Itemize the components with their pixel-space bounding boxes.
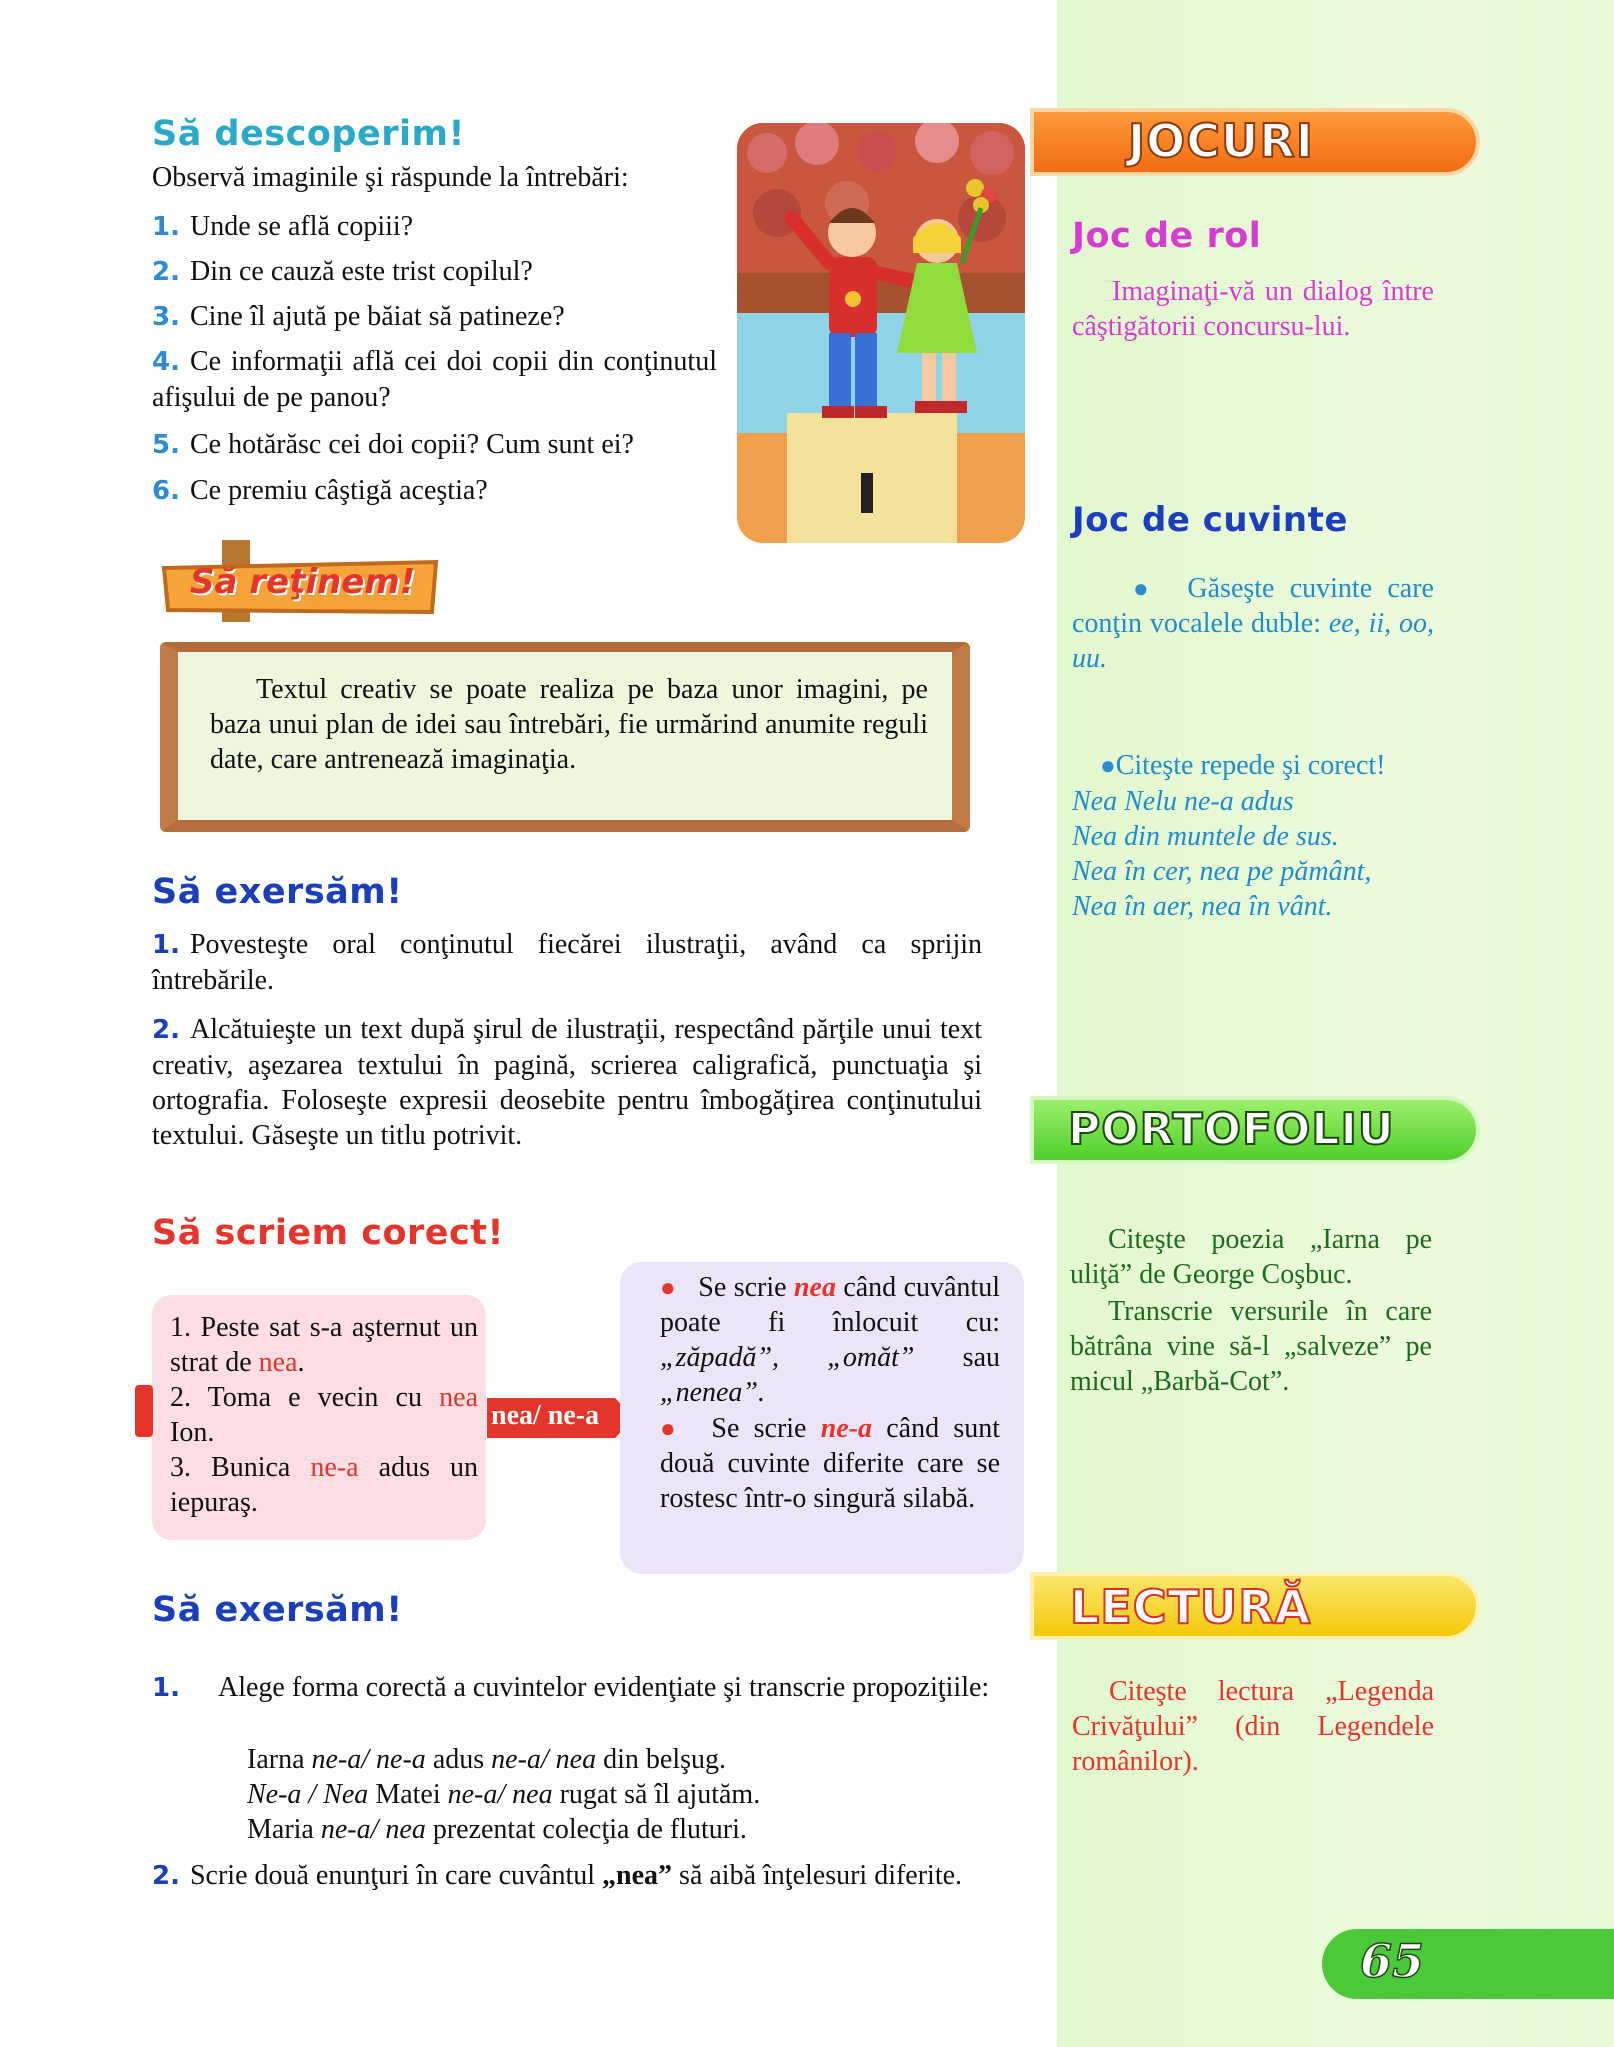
example-3: 3. Bunica xyxy=(170,1452,311,1483)
portfolio-text-2: Transcrie versurile în care bătrâna vine să-l „salveze” pe micul „Barbă-Cot”. xyxy=(1070,1296,1432,1397)
poem-line: Nea în cer, nea pe pământ, xyxy=(1072,856,1372,887)
exercise-item-1 xyxy=(152,927,982,998)
rule-1-text: Se scrie xyxy=(698,1272,794,1303)
poem-line: Nea din muntele de sus. xyxy=(1072,821,1339,852)
s-text: din belşug. xyxy=(596,1744,726,1775)
question-number: 1. xyxy=(152,212,180,242)
exercise-text: Scrie două enunţuri în care cuvântul xyxy=(189,1860,603,1891)
tab-marker xyxy=(135,1385,153,1437)
exercise-number: 1. xyxy=(152,1673,180,1703)
exercise-number: 2. xyxy=(152,1015,180,1045)
rule-2-text: Se scrie xyxy=(711,1413,821,1444)
s-choice: ne-a/ ne-a xyxy=(311,1744,426,1775)
nea-arrow-label: nea/ ne-a xyxy=(491,1400,600,1431)
poem-line: Nea Nelu ne-a adus xyxy=(1072,786,1294,817)
s-choice: Ne-a / Nea xyxy=(247,1779,369,1810)
role-game-text: Imaginaţi-vă un dialog între câştigătorii concursu-lui. xyxy=(1072,276,1434,342)
s-text: Matei xyxy=(368,1779,448,1810)
exercise-heading-2: Să exersăm! xyxy=(152,1590,403,1630)
role-game-heading: Joc de rol xyxy=(1072,216,1262,256)
example-2-end: Ion. xyxy=(170,1417,215,1448)
s-choice: ne-a/ nea xyxy=(447,1779,553,1810)
examples-text xyxy=(170,1310,478,1520)
exercise2-item-1 xyxy=(152,1670,1020,1706)
portfolio-text-1: Citeşte poezia „Iarna pe uliţă” de George Coşbuc. xyxy=(1070,1224,1432,1290)
exercise-text: Alege forma corectă a cuvintelor evidenţiate şi transcrie propoziţiile: xyxy=(217,1672,990,1703)
rule-2-keyword: ne-a xyxy=(820,1413,873,1444)
discover-intro: Observă imaginile şi răspunde la întrebări: xyxy=(152,162,629,193)
s-choice: ne-a/ nea xyxy=(320,1814,426,1845)
exercise-item-2 xyxy=(152,1012,982,1153)
reading-text: Citeşte lectura „Legenda Crivăţului” (din Legendele românilor). xyxy=(1072,1676,1434,1777)
question-number: 5. xyxy=(152,430,180,460)
word-game-heading: Joc de cuvinte xyxy=(1072,500,1348,540)
exercise2-item-2 xyxy=(152,1858,982,1894)
sentence-1 xyxy=(247,1742,726,1777)
question-text: Ce informaţii află cei doi copii din conţinutul afişului de pe panou? xyxy=(152,346,717,413)
s-text: Iarna xyxy=(247,1744,312,1775)
bullet-icon: ● xyxy=(660,1414,683,1443)
question-text: Ce hotărăsc cei doi copii? Cum sunt ei? xyxy=(189,429,634,460)
s-text: adus xyxy=(425,1744,492,1775)
example-3-end: adus un iepuraş. xyxy=(170,1452,479,1518)
skating-children-illustration xyxy=(737,123,1025,543)
rule-1-synonym-3: „nenea”. xyxy=(660,1377,765,1408)
question-6 xyxy=(152,473,488,509)
s-choice: ne-a/ nea xyxy=(491,1744,597,1775)
write-correct-heading: Să scriem corect! xyxy=(152,1213,504,1253)
read-instruction xyxy=(1072,748,1385,783)
question-5 xyxy=(152,427,634,463)
portofoliu-banner-label: PORTOFOLIU xyxy=(1068,1104,1395,1155)
jocuri-banner-label: JOCURI xyxy=(1128,114,1314,168)
example-3-highlight: ne-a xyxy=(310,1452,359,1483)
rule-1 xyxy=(660,1270,1000,1410)
question-1 xyxy=(152,209,413,245)
word-game-text xyxy=(1072,571,1434,676)
exercise-number: 1. xyxy=(152,930,180,960)
exercise-number: 2. xyxy=(152,1861,180,1891)
rule-1-text-3: sau xyxy=(914,1342,1001,1373)
word-game-instruction: Găseşte cuvinte care conţin vocalele duble: xyxy=(1072,573,1434,639)
example-1-highlight: nea xyxy=(258,1347,298,1378)
question-text: Unde se află copiii? xyxy=(189,211,414,242)
question-number: 4. xyxy=(152,347,180,377)
page-number: 65 xyxy=(1360,1934,1425,1988)
poem-line: Nea în aer, nea în vânt. xyxy=(1072,891,1333,922)
discover-heading: Să descoperim! xyxy=(152,114,465,154)
read-instruction-text: Citeşte repede şi corect! xyxy=(1115,750,1386,781)
question-text: Din ce cauză este trist copilul? xyxy=(189,256,533,287)
exercise-keyword: „nea” xyxy=(602,1860,673,1891)
sentence-3 xyxy=(247,1812,747,1847)
example-2: 2. Toma e vecin cu xyxy=(170,1382,440,1413)
example-1-end: . xyxy=(297,1347,305,1378)
question-4 xyxy=(152,344,717,415)
rule-1-text-2: când cuvântul poate fi înlocuit cu: xyxy=(660,1272,1000,1338)
bullet-icon: ● xyxy=(660,1273,677,1302)
question-number: 6. xyxy=(152,476,180,506)
lectura-banner-label: LECTURĂ xyxy=(1070,1580,1312,1634)
example-1: 1. Peste sat s-a aşternut un strat de xyxy=(170,1312,478,1378)
nea-arrow xyxy=(487,1396,637,1440)
question-number: 3. xyxy=(152,302,180,332)
bullet-icon: ● xyxy=(1100,751,1116,780)
exercise-text: Alcătuieşte un text după şirul de ilustraţii, respectând părţile unui text creativ, aşezarea textului în pagină, scrierea caligrafică, punctuaţia şi ortografia. Foloseşte expresii deosebite pentru îmbogăţirea conţinutului textului. Găseşte un titlu potrivit. xyxy=(152,1014,982,1151)
word-game-vowels: ee, ii, oo, uu. xyxy=(1072,608,1434,674)
rule-1-keyword: nea xyxy=(793,1272,836,1303)
s-text: prezentat colecţia de fluturi. xyxy=(425,1814,747,1845)
sentence-2 xyxy=(247,1777,760,1812)
poem xyxy=(1072,784,1371,924)
question-2 xyxy=(152,254,533,290)
question-number: 2. xyxy=(152,257,180,287)
exercise-heading-1: Să exersăm! xyxy=(152,872,403,912)
example-2-highlight: nea xyxy=(439,1382,478,1413)
exercise-text: Povesteşte oral conţinutul fiecărei ilustraţii, având ca sprijin întrebările. xyxy=(152,929,982,996)
question-3 xyxy=(152,299,565,335)
remember-text: Textul creativ se poate realiza pe baza unor imagini, pe baza unui plan de idei sau întrebări, fie urmărind anumite reguli date, care antrenează imaginaţia. xyxy=(210,674,928,775)
rule-1-synonyms: „zăpadă”, „omăt” xyxy=(660,1342,915,1373)
remember-sign-label: Să reţinem! xyxy=(190,562,416,602)
remember-sign xyxy=(160,540,442,622)
question-text: Ce premiu câştigă aceştia? xyxy=(189,475,488,506)
rule-2-text-2: când sunt două cuvinte diferite care se rostesc într-o singură silabă. xyxy=(660,1413,1001,1514)
s-text: Maria xyxy=(247,1814,321,1845)
exercise-text-end: să aibă înţelesuri diferite. xyxy=(672,1860,963,1891)
rule-2 xyxy=(660,1411,1000,1516)
bullet-icon: ● xyxy=(1132,574,1157,603)
question-text: Cine îl ajută pe băiat să patineze? xyxy=(189,301,565,332)
s-text: rugat să îl ajutăm. xyxy=(552,1779,761,1810)
